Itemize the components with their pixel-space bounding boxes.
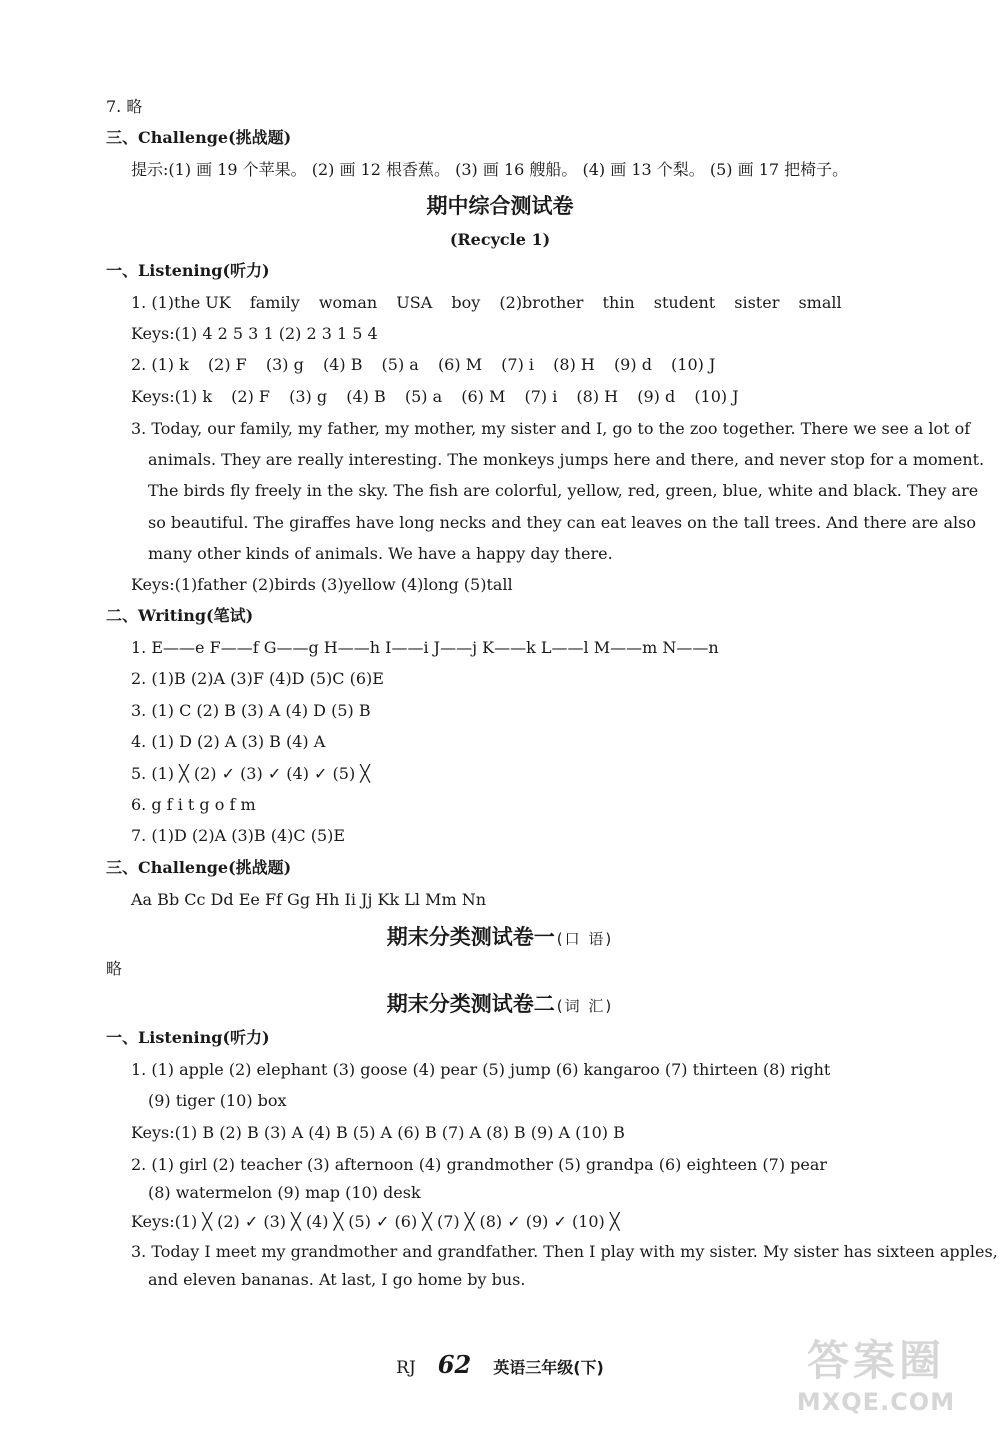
- key: (2) F: [231, 387, 271, 406]
- item-7-omitted: 7. 略: [106, 97, 143, 116]
- page-number: 62: [437, 1350, 472, 1379]
- final2-listening-2-keys: Keys:(1) ╳ (2) ✓ (3) ╳ (4) ╳ (5) ✓ (6) ╳ (7) ╳ (8) ✓ (9) ✓ (10) ╳: [131, 1212, 620, 1231]
- midterm-listening-3-line: so beautiful. The giraffes have long necks and they can eat leaves on the tall trees. And there are also: [148, 513, 976, 532]
- answer: (10) J: [671, 355, 716, 374]
- final2-listening-3: 3. Today I meet my grandmother and grandfather. Then I play with my sister. My sister has sixteen apples,: [131, 1242, 998, 1261]
- midterm-title: 期中综合测试卷: [426, 194, 574, 218]
- word: USA: [396, 293, 433, 312]
- midterm-writing-4: 4. (1) D (2) A (3) B (4) A: [131, 732, 326, 751]
- key: (5) a: [404, 387, 443, 406]
- midterm-subtitle: (Recycle 1): [449, 230, 551, 249]
- final2-listening-1-keys: Keys:(1) B (2) B (3) A (4) B (5) A (6) B (7) A (8) B (9) A (10) B: [131, 1123, 625, 1142]
- title-text: 期末分类测试卷二: [386, 992, 555, 1016]
- midterm-writing-3: 3. (1) C (2) B (3) A (4) D (5) B: [131, 701, 371, 720]
- key: (3) g: [289, 387, 328, 406]
- word: (2)brother: [499, 293, 584, 312]
- answer: (6) M: [437, 355, 483, 374]
- final2-listening-2-cont: (8) watermelon (9) map (10) desk: [148, 1183, 421, 1202]
- midterm-listening-3-keys: Keys:(1)father (2)birds (3)yellow (4)long (5)tall: [131, 575, 513, 594]
- midterm-writing-7: 7. (1)D (2)A (3)B (4)C (5)E: [131, 826, 346, 845]
- word: family: [249, 293, 300, 312]
- midterm-writing-2: 2. (1)B (2)A (3)F (4)D (5)C (6)E: [131, 669, 384, 688]
- key: (4) B: [346, 387, 386, 406]
- watermark-logo: [766, 1328, 986, 1428]
- midterm-listening-3-line: The birds fly freely in the sky. The fish are colorful, yellow, red, green, blue, white and black. They are: [148, 481, 979, 500]
- midterm-listening-3-line: animals. They are really interesting. The monkeys jumps here and there, and never stop for a moment.: [148, 450, 985, 469]
- midterm-writing-heading: 二、Writing(笔试): [106, 606, 254, 625]
- midterm-challenge-heading: 三、Challenge(挑战题): [106, 858, 292, 877]
- answer: (9) d: [613, 355, 652, 374]
- key: (9) d: [637, 387, 676, 406]
- final-test-2-title: [0, 991, 1000, 1019]
- title-text: 期末分类测试卷一: [386, 925, 555, 949]
- answer: (2) F: [207, 355, 247, 374]
- midterm-alphabet: Aa Bb Cc Dd Ee Ff Gg Hh Ii Jj Kk Ll Mm Nn: [131, 890, 486, 909]
- word: student: [653, 293, 716, 312]
- midterm-listening-3-line: many other kinds of animals. We have a happy day there.: [148, 544, 613, 563]
- midterm-listening-heading: 一、Listening(听力): [106, 261, 270, 280]
- watermark-text: 答案圈: [806, 1336, 945, 1385]
- key: Keys:(1) k: [131, 387, 213, 406]
- challenge-heading: 三、Challenge(挑战题): [106, 128, 292, 147]
- answer: (5) a: [381, 355, 419, 374]
- word: 1. (1)the UK: [131, 293, 231, 312]
- answer: (8) H: [553, 355, 595, 374]
- midterm-listening-1: [131, 293, 856, 313]
- edition-label: RJ: [396, 1358, 416, 1378]
- key: (8) H: [576, 387, 619, 406]
- final2-listening-heading: 一、Listening(听力): [106, 1028, 270, 1047]
- final2-listening-3-cont: and eleven bananas. At last, I go home by bus.: [148, 1270, 526, 1289]
- watermark-url: MXQE.COM: [796, 1388, 956, 1416]
- midterm-listening-2-keys: [131, 387, 753, 407]
- subject-label: 英语三年级(下): [493, 1358, 604, 1377]
- midterm-writing-6: 6. g f i t g o f m: [131, 795, 256, 814]
- midterm-listening-1-keys: Keys:(1) 4 2 5 3 1 (2) 2 3 1 5 4: [131, 324, 378, 343]
- final-test-1-body: 略: [106, 959, 123, 978]
- key: (6) M: [461, 387, 506, 406]
- word: small: [798, 293, 842, 312]
- answer: (4) B: [322, 355, 363, 374]
- midterm-writing-1: 1. E——e F——f G——g H——h I——i J——j K——k L——l M——m N——n: [131, 638, 719, 657]
- key: (10) J: [694, 387, 739, 406]
- word: thin: [602, 293, 635, 312]
- midterm-listening-2: [131, 355, 729, 375]
- answer: (7) i: [501, 355, 535, 374]
- challenge-hint: 提示:(1) 画 19 个苹果。 (2) 画 12 根香蕉。 (3) 画 16 艘船。 (4) 画 13 个梨。 (5) 画 17 把椅子。: [131, 160, 849, 179]
- word: sister: [734, 293, 780, 312]
- key: (7) i: [524, 387, 558, 406]
- final2-listening-1-cont: (9) tiger (10) box: [148, 1091, 287, 1110]
- answer: 2. (1) k: [131, 355, 189, 374]
- final2-listening-2: 2. (1) girl (2) teacher (3) afternoon (4) grandmother (5) grandpa (6) eighteen (7) pear: [131, 1155, 828, 1174]
- word: boy: [451, 293, 481, 312]
- answer: (3) g: [265, 355, 304, 374]
- midterm-listening-3-line: 3. Today, our family, my father, my mother, my sister and I, go to the zoo together. There we see a lot of: [131, 419, 971, 438]
- title-sub: (词 汇): [556, 997, 614, 1015]
- title-sub: (口 语): [556, 930, 614, 948]
- midterm-writing-5: 5. (1) ╳ (2) ✓ (3) ✓ (4) ✓ (5) ╳: [131, 764, 370, 783]
- word: woman: [318, 293, 378, 312]
- final-test-1-title: [0, 924, 1000, 952]
- final2-listening-1: 1. (1) apple (2) elephant (3) goose (4) pear (5) jump (6) kangaroo (7) thirteen (8) right: [131, 1060, 831, 1079]
